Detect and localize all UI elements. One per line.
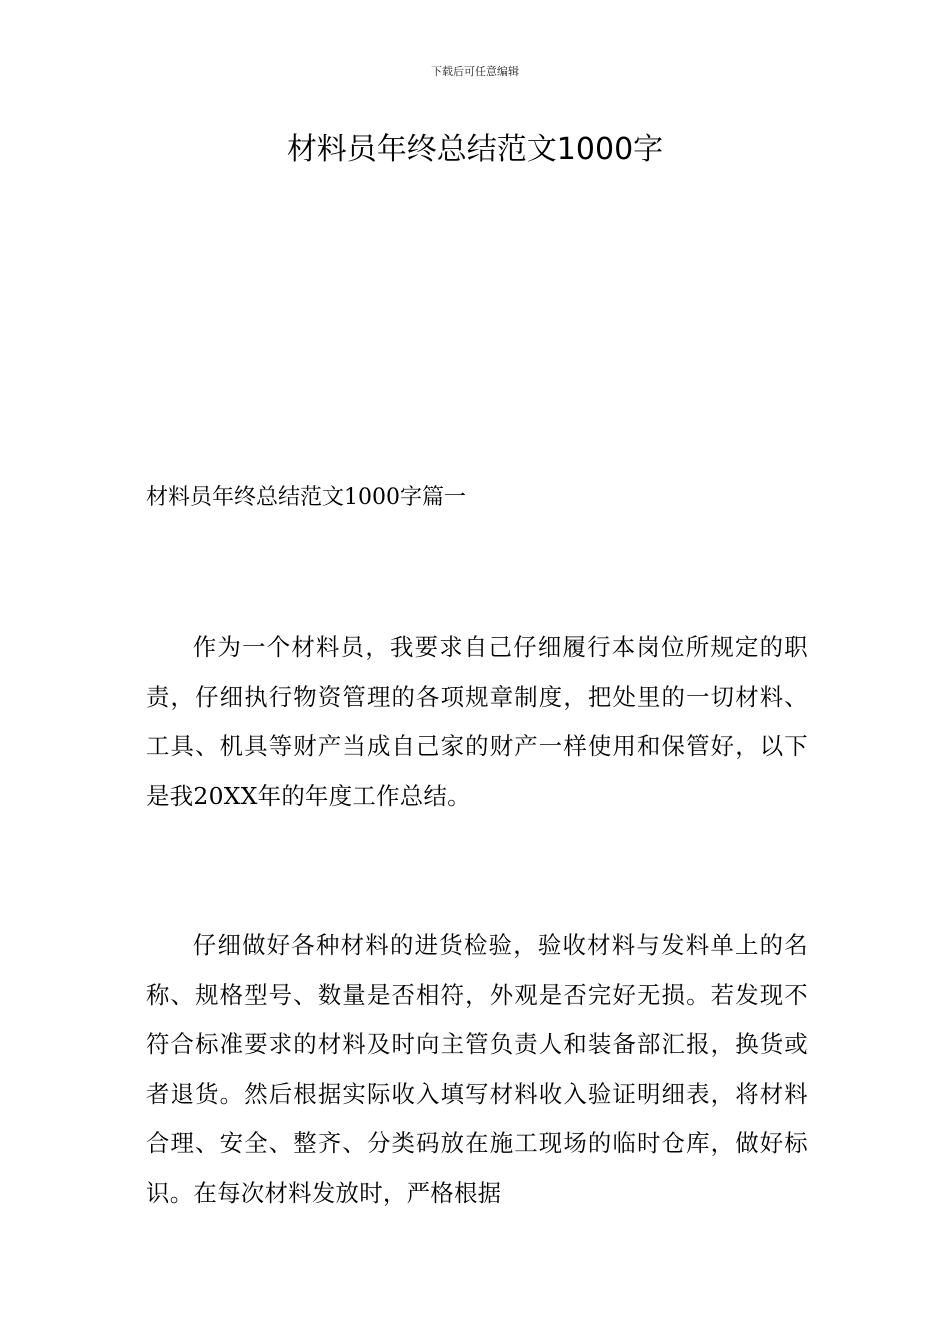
body-paragraph: 仔细做好各种材料的进货检验，验收材料与发料单上的名称、规格型号、数量是否相符，外观是否完好无损。若发现不符合标准要求的材料及时向主管负责人和装备部汇报，换货或者退货。然后根据实际收入填写材料收入验证明细表，将材料合理、安全、整齐、分类码放在施工现场的临时仓库，做好标识。在每次材料发放时，严格根据	[146, 931, 808, 1207]
document-title: 材料员年终总结范文1000字	[286, 132, 664, 167]
body-paragraph: 作为一个材料员，我要求自己仔细履行本岗位所规定的职责，仔细执行物资管理的各项规章制度，把处里的一切材料、工具、机具等财产当成自己家的财产一样使用和保管好，以下是我20XX年的年度工作总结。	[146, 633, 808, 810]
section-heading: 材料员年终总结范文1000字篇一	[146, 485, 466, 510]
header-note: 下载后可任意编辑	[431, 65, 519, 78]
